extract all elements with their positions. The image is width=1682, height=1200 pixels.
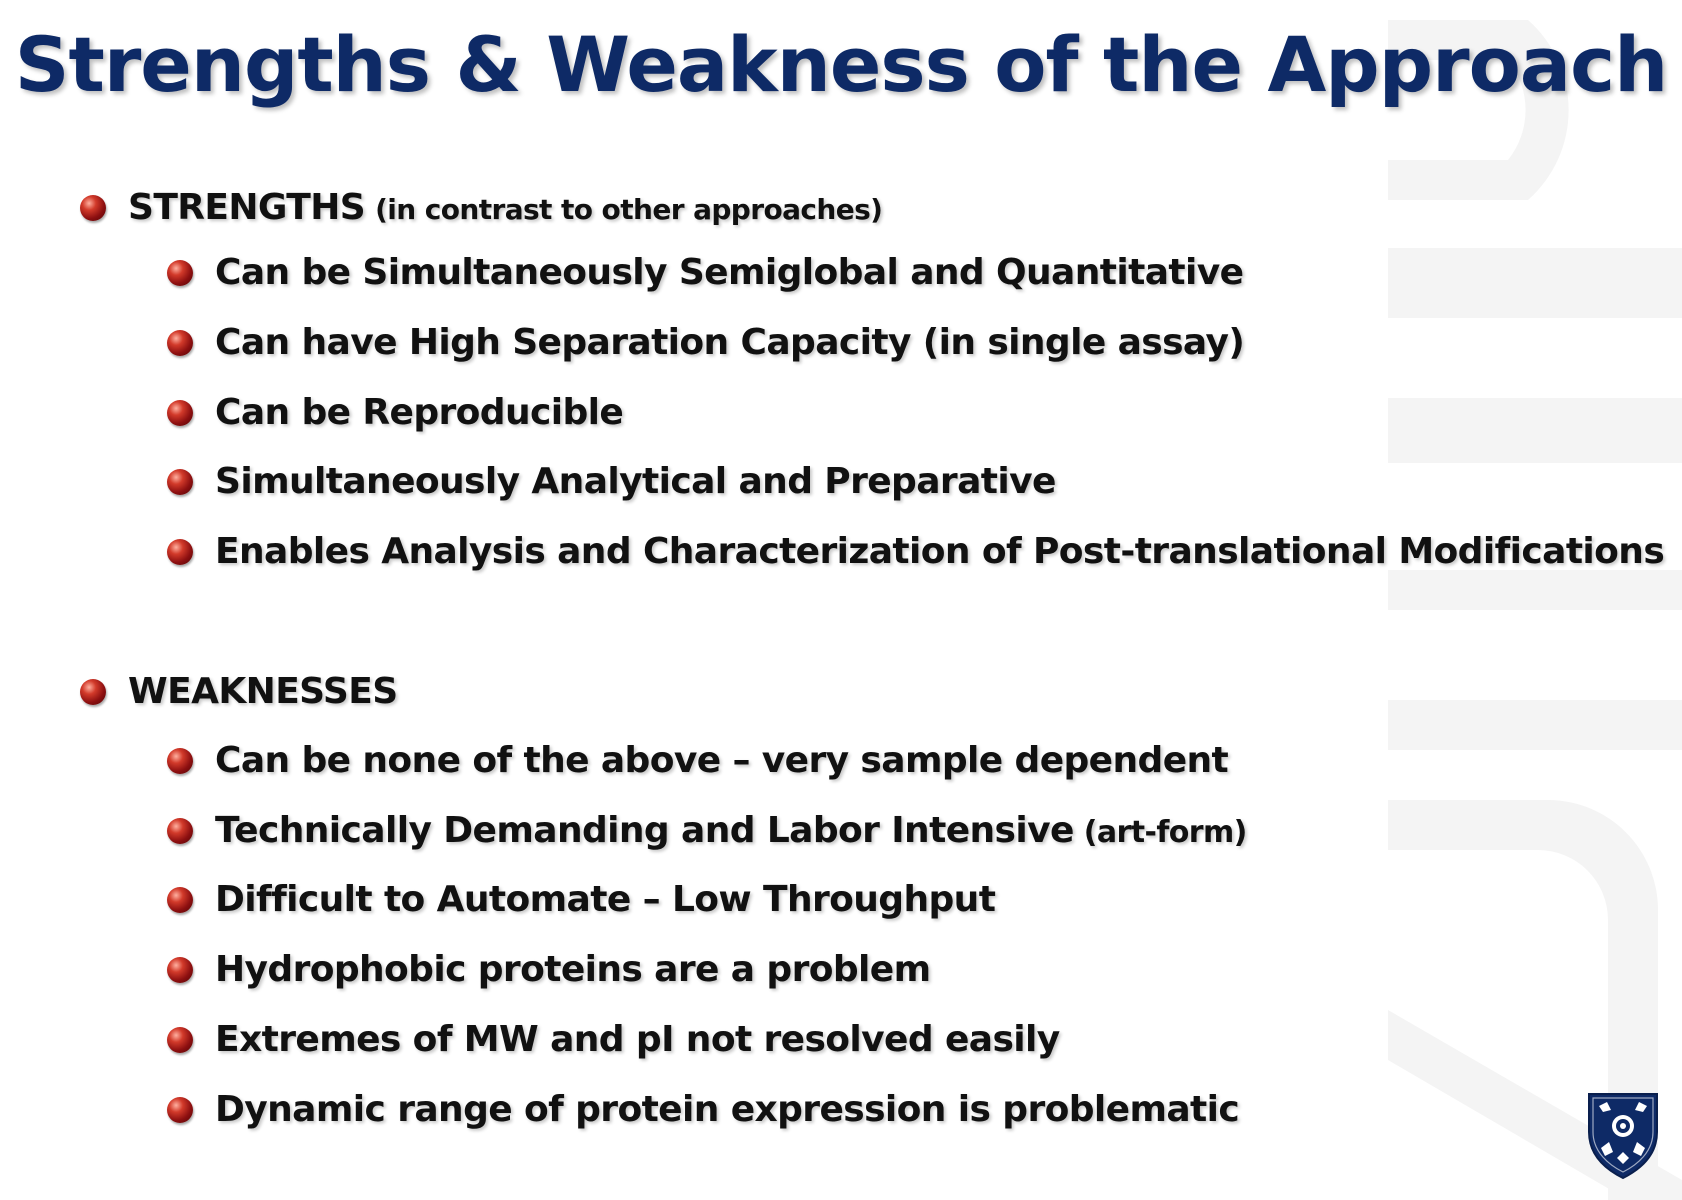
weakness-item-text: Technically Demanding and Labor Intensive [215, 810, 1074, 851]
weaknesses-heading-row [80, 671, 398, 712]
red-sphere-bullet-icon [167, 400, 193, 426]
red-sphere-bullet-icon [167, 539, 193, 565]
strength-item-text: Simultaneously Analytical and Preparative [215, 461, 1056, 502]
weakness-item [167, 949, 931, 990]
red-sphere-bullet-icon [167, 818, 193, 844]
strength-item-text: Can be Simultaneously Semiglobal and Quantitative [215, 252, 1244, 293]
red-sphere-bullet-icon [167, 1097, 193, 1123]
weakness-item [167, 1089, 1239, 1130]
red-sphere-bullet-icon [167, 748, 193, 774]
strength-item [167, 392, 623, 433]
red-sphere-bullet-icon [167, 260, 193, 286]
weakness-item-text: Can be none of the above – very sample dependent [215, 740, 1229, 781]
weaknesses-heading: WEAKNESSES [128, 671, 398, 712]
red-sphere-bullet-icon [80, 679, 106, 705]
slide-title: Strengths & Weakness of the Approach [14, 20, 1668, 109]
strength-item [167, 252, 1243, 293]
strengths-heading-row [80, 187, 882, 228]
university-crest-logo [1587, 1092, 1659, 1180]
weakness-item-text: Hydrophobic proteins are a problem [215, 949, 931, 990]
strength-item-text: Enables Analysis and Characterization of Post-translational Modifications [215, 531, 1665, 572]
red-sphere-bullet-icon [167, 957, 193, 983]
weakness-item [167, 879, 995, 920]
watermark-letters [1388, 0, 1682, 1200]
strength-item [167, 322, 1244, 363]
weakness-item-text: Difficult to Automate – Low Throughput [215, 879, 996, 920]
strength-item [167, 461, 1056, 502]
strengths-heading: STRENGTHS [128, 187, 366, 228]
red-sphere-bullet-icon [167, 1027, 193, 1053]
weakness-item-text: Extremes of MW and pI not resolved easily [215, 1019, 1060, 1060]
weakness-item-text: Dynamic range of protein expression is problematic [215, 1089, 1240, 1130]
red-sphere-bullet-icon [167, 887, 193, 913]
red-sphere-bullet-icon [167, 469, 193, 495]
weakness-item [167, 1019, 1060, 1060]
weakness-item-note: (art-form) [1083, 815, 1247, 850]
strength-item-text: Can be Reproducible [215, 392, 624, 433]
strength-item [167, 531, 1664, 572]
strength-item-text: Can have High Separation Capacity (in single assay) [215, 322, 1245, 363]
weakness-item [167, 810, 1247, 851]
strengths-heading-note: (in contrast to other approaches) [375, 193, 883, 226]
red-sphere-bullet-icon [80, 195, 106, 221]
weakness-item [167, 740, 1228, 781]
red-sphere-bullet-icon [167, 330, 193, 356]
